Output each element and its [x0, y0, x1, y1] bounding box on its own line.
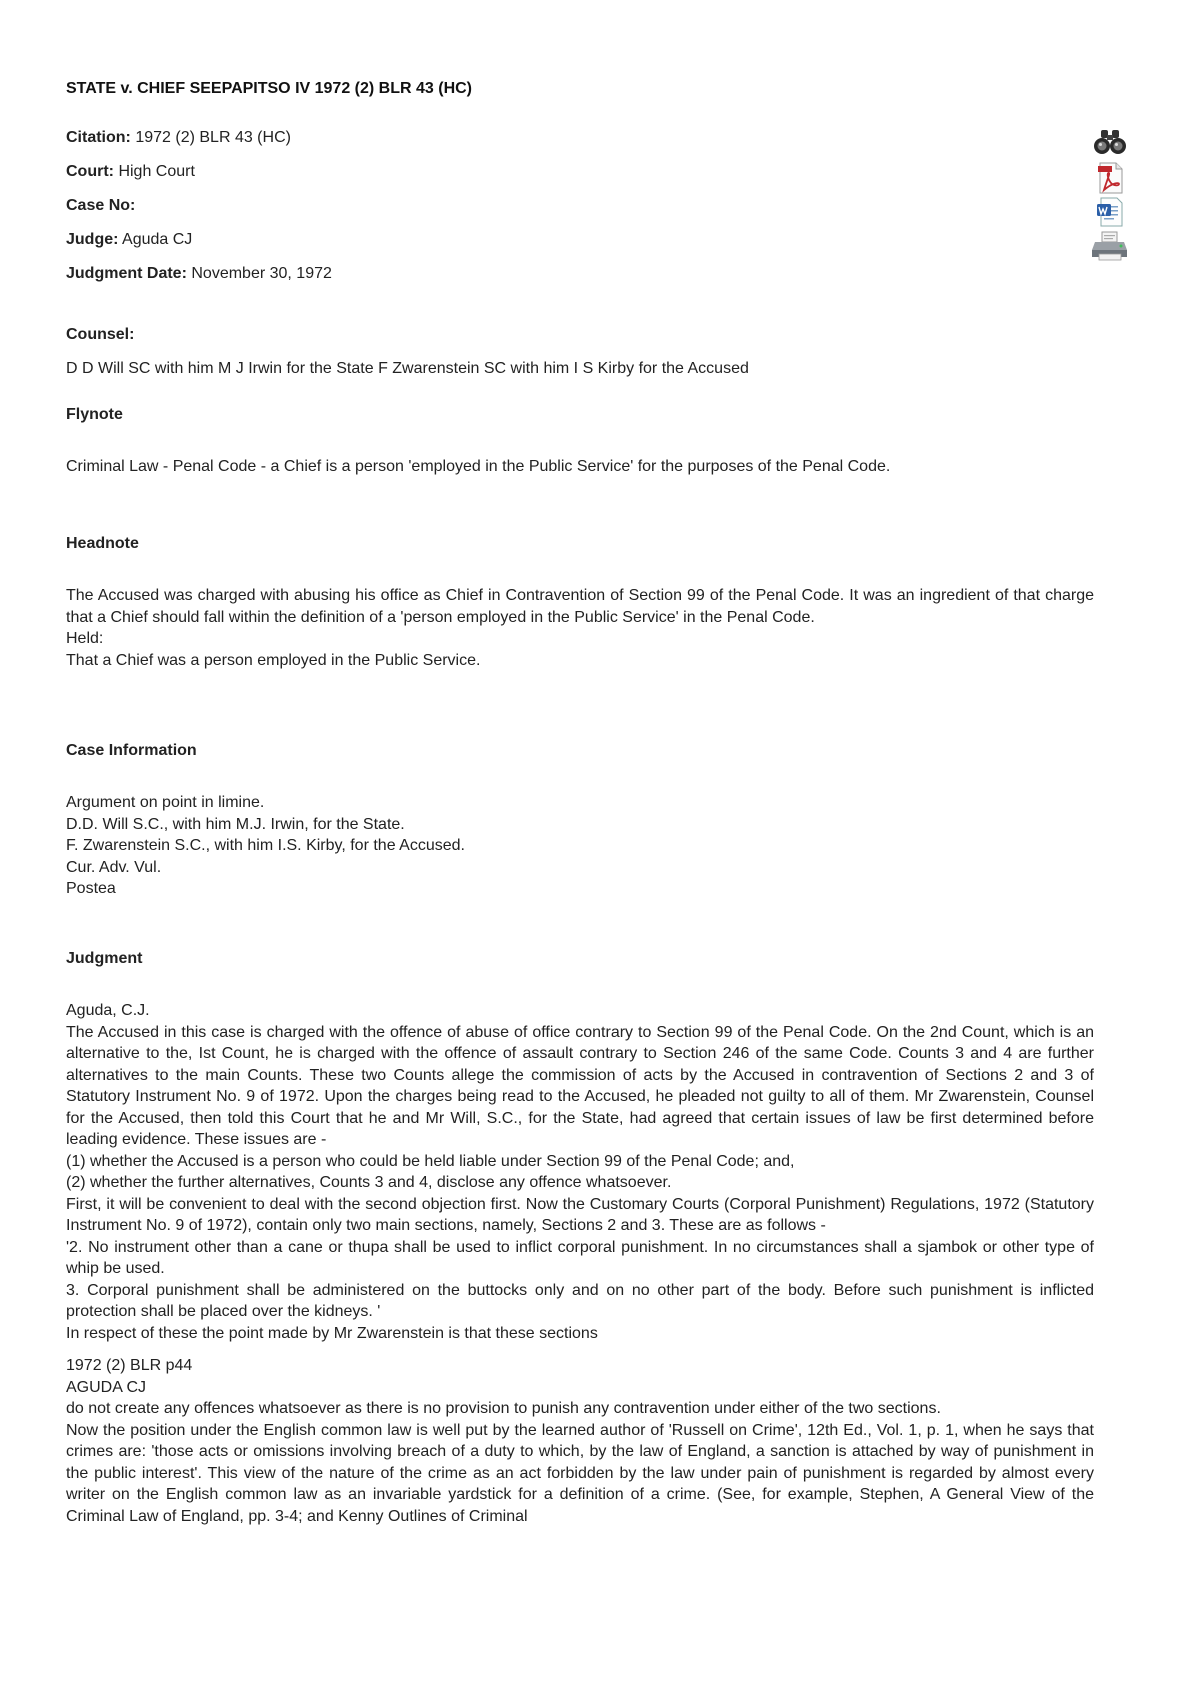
judge-row — [66, 231, 192, 249]
paragraph-gap — [66, 1344, 1094, 1355]
case-information-body — [66, 792, 1094, 900]
judgment-paragraph: The Accused in this case is charged with the offence of abuse of office contrary to Section 99 of the Penal Code. On the 2nd Count, which is an alternative to the, Ist Count, he is charged with the offence of assault contrary to Section 246 of the same Code. Counts 3 and 4 are further alternatives to the main Counts. These two Counts allege the commission of acts by the Accused in contravention of Sections 2 and 3 of Statutory Instrument No. 9 of 1972. Upon the charges being read to the Accused, he pleaded not guilty to all of them. Mr Zwarenstein, Counsel for the Accused, then told this Court that he and Mr Will, S.C., for the State, had agreed that certain issues of law be first determined before leading evidence. These issues are - — [66, 1023, 1094, 1148]
judgment-quote: 3. Corporal punishment shall be administered on the buttocks only and on no other part of the body. Before such punishment is inflicted protection shall be placed over the kidneys. ' — [66, 1281, 1094, 1320]
word-icon[interactable] — [1090, 196, 1130, 228]
judgment-date-value: November 30, 1972 — [191, 265, 332, 282]
print-icon[interactable] — [1090, 230, 1130, 262]
judgment-date-label: Judgment Date: — [66, 265, 187, 282]
case-no-row — [66, 197, 135, 215]
headnote-held-text: That a Chief was a person employed in the Public Service. — [66, 651, 481, 669]
page-judge: AGUDA CJ — [66, 1378, 147, 1396]
judgment-quote: '2. No instrument other than a cane or thupa shall be used to inflict corporal punishment. In no circumstances shall a sjambok or other type of whip be used. — [66, 1238, 1094, 1277]
citation-value: 1972 (2) BLR 43 (HC) — [135, 129, 291, 146]
headnote-held-label: Held: — [66, 630, 104, 647]
court-label: Court: — [66, 163, 114, 180]
judgment-issue: (1) whether the Accused is a person who could be held liable under Section 99 of the Penal Code; and, — [66, 1152, 795, 1170]
headnote-heading: Headnote — [66, 535, 139, 552]
case-info-line: Postea — [66, 880, 116, 897]
case-info-line: Argument on point in limine. — [66, 794, 265, 811]
judge-label: Judge: — [66, 231, 119, 248]
court-value: High Court — [118, 163, 195, 180]
judgment-paragraph: do not create any offences whatsoever as there is no provision to punish any contravention under either of the two sections. — [66, 1400, 941, 1417]
judgment-paragraph: In respect of these the point made by Mr Zwarenstein is that these sections — [66, 1324, 598, 1342]
judgment-judge-line: Aguda, C.J. — [66, 1002, 150, 1019]
page-reference: 1972 (2) BLR p44 — [66, 1357, 193, 1374]
judgment-body — [66, 1000, 1094, 1527]
flynote-text: Criminal Law - Penal Code - a Chief is a person 'employed in the Public Service' for the purposes of the Penal Code. — [66, 458, 891, 475]
judgment-heading: Judgment — [66, 950, 143, 967]
judge-value: Aguda CJ — [122, 231, 193, 248]
court-row — [66, 163, 195, 181]
pdf-icon[interactable] — [1090, 162, 1130, 194]
counsel-heading: Counsel: — [66, 326, 135, 343]
judgment-date-row — [66, 265, 332, 283]
case-title: STATE v. CHIEF SEEPAPITSO IV 1972 (2) BLR 43 (HC) — [66, 80, 473, 97]
case-no-label: Case No: — [66, 197, 136, 214]
case-info-line: Cur. Adv. Vul. — [66, 858, 162, 876]
case-info-line: D.D. Will S.C., with him M.J. Irwin, for the State. — [66, 815, 405, 833]
case-information-heading: Case Information — [66, 742, 197, 759]
counsel-text: D D Will SC with him M J Irwin for the State F Zwarenstein SC with him I S Kirby for the Accused — [66, 360, 749, 377]
flynote-heading: Flynote — [66, 406, 123, 423]
judgment-paragraph: Now the position under the English common law is well put by the learned author of 'Russell on Crime', 12th Ed., Vol. 1, p. 1, when he says that crimes are: 'those acts or omissions involving breach of a duty to which, by the law of England, a sanction is attached by way of punishment in the public interest'. This view of the nature of the crime as an act forbidden by the law under pain of punishment is regarded by almost every writer on the English common law as an invariable yardstick for a definition of a crime. (See, for example, Stephen, A General View of the Criminal Law of England, pp. 3-4; and Kenny Outlines of Criminal — [66, 1421, 1094, 1525]
headnote-paragraph: The Accused was charged with abusing his office as Chief in Contravention of Section 99 of the Penal Code. It was an ingredient of that charge that a Chief should fall within the definition of a 'person employed in the Public Service' in the Penal Code. — [66, 587, 1094, 626]
search-icon[interactable] — [1090, 126, 1130, 158]
judgment-issue: (2) whether the further alternatives, Counts 3 and 4, disclose any offence whatsoever. — [66, 1174, 672, 1191]
citation-label: Citation: — [66, 129, 131, 146]
citation-row — [66, 129, 291, 147]
case-info-line: F. Zwarenstein S.C., with him I.S. Kirby, for the Accused. — [66, 837, 465, 854]
judgment-paragraph: First, it will be convenient to deal with the second objection first. Now the Customary Courts (Corporal Punishment) Regulations, 1972 (Statutory Instrument No. 9 of 1972), contain only two main sections, namely, Sections 2 and 3. These are as follows - — [66, 1195, 1094, 1234]
headnote-body — [66, 585, 1094, 671]
